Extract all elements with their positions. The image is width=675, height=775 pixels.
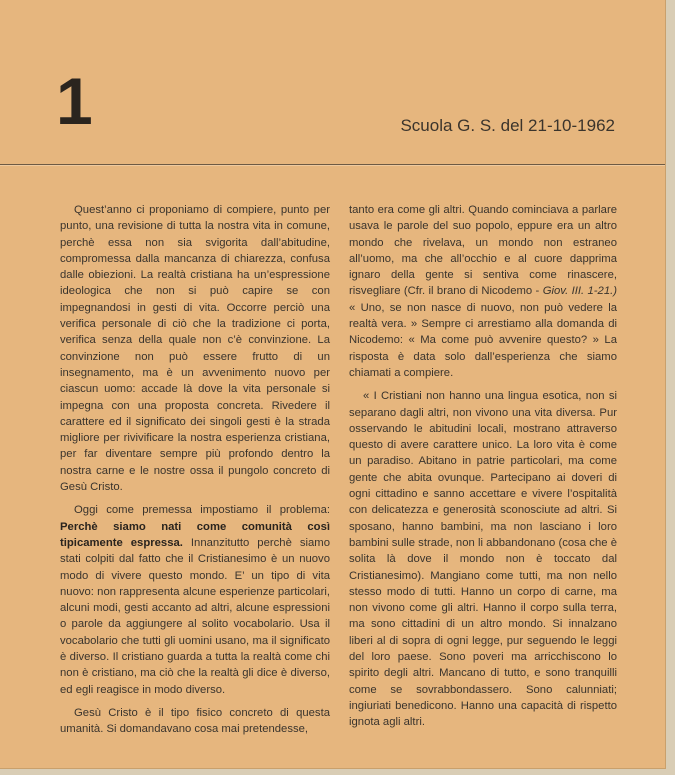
paragraph-text: Innanzitutto perchè siamo stati colpiti dal fatto che il Cristianesimo è un nuovo modo di vivere questo mondo. E’ un tipo di vita nuovo: non rappresenta alcune esperienze particolari, alcuni modi, gesti accanto ad altri, alcune espressioni o parole da aggiungere al solito vocabolario. Usa il vocabolario che tutti gli uomini usano, ma il significato è diverso. Il cristiano guarda a tutta la realtà come chi non è cristiano, ma ciò che la realtà gli dice è diverso, ed egli reagisce in modo diverso. [60,536,330,696]
paragraph: Quest’anno ci proponiamo di compiere, punto per punto, una revisione di tutta la nostra vita in comune, perchè essa non sia svigorita dall’abitudine, compromessa dalla mancanza di chiarezza, confusa dalle obiezioni. La realtà cristiana ha un’espressione ideologica che non si può capire se con impegnandosi in gesti di vita. Occorre perciò una verifica personale di ciò che la tradizione ci porta, verifica senza della quale non c’è convinzione. La convinzione non può essere frutto di un insegnamento, ma è un avvenimento nuovo per ciascun uomo: accade là dove la vita personale si impegna con una proposta concreta. Rivedere il carattere ed il significato dei singoli gesti è la strada migliore per rivivificare la nostra esperienza cristiana, per far diventare sempre più profondo dentro la nostra carne e le nostre ossa il pungolo concreto di Gesù Cristo. [60,204,330,494]
page-number: 1 [56,64,91,138]
paragraph [349,202,617,381]
left-column [60,202,330,738]
paragraph-text: tanto era come gli altri. Quando cominciava a parlare usava le parole del suo popolo, eppure era un altro mondo che rivelava, un mondo non estraneo all’uomo, ma che all’occhio e al cuore dapprima ignaro della gente si sentiva come rinascere, risvegliare (Cfr. il brano di Nicodemo - [349,204,617,298]
right-column [349,202,617,731]
bible-reference: Giov. III. 1-21.) [542,285,618,298]
paragraph: « I Cristiani non hanno una lingua esotica, non si separano dagli altri, non vivono una vita diversa. Pur osservando le abitudini locali, mostrano attraverso questo di avere carattere unico. La loro vita è come un paradiso. Abitano in patrie particolari, ma come gente che abita ovunque. Partecipano ai doveri di ogni cittadino e sanno accettare e vivere l’ospitalità con delicatezza e generosità sconosciute ad altri. Si sposano, hanno bambini, ma non lasciano i loro bambini sulle strade, non li abbandonano (cosa che è solita là dove il mondo non è toccato dal Cristianesimo). Mangiano come tutti, ma non nello stesso modo di tutti. Hanno un corpo di carne, ma non vivono come gli altri. Hanno il corpo sulla terra, ma sono cittadini di un altro mondo. Si innalzano liberi al di sopra di ogni legge, pur seguendo le leggi del loro paese. Sono poveri ma arricchiscono lo spirito degli altri. Mancano di tutto, e sono tranquilli come se sovrabbondassero. Sono calunniati; ingiuriati benedicono. Hanno una capacità di rispetto ignota agli altri. [349,390,617,729]
key-question: Perchè siamo nati come comunità così tipicamente espressa. [60,520,330,549]
page-title: Scuola G. S. del 21-10-1962 [400,116,615,135]
paragraph [60,502,330,698]
paragraph-intro: Oggi come premessa impostiamo il problema: [74,504,330,517]
fold-line [0,164,665,165]
paragraph: Gesù Cristo è il tipo fisico concreto di questa umanità. Si domandavano cosa mai pretendesse, [60,706,330,736]
paragraph-text: « Uno, se non nasce di nuovo, non può vedere la realtà vera. » Sempre ci arrestiamo alla domanda di Nicodemo: « Ma come può avvenire questo? » La risposta è data solo dall’esperienza che siamo chiamati a compiere. [349,301,617,379]
